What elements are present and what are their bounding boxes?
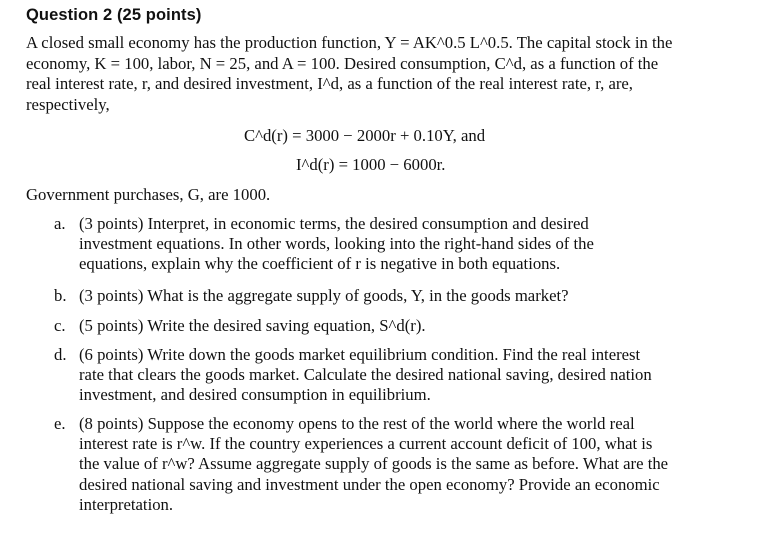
part-text <box>79 345 747 406</box>
intro-line: real interest rate, r, and desired investment, I^d, as a function of the real interest rate, r, are, <box>26 74 633 93</box>
part-letter: e. <box>54 414 66 433</box>
part-line: interpretation. <box>79 494 174 514</box>
part-line: interest rate is r^w. If the country experiences a current account deficit of 100, what is <box>79 434 653 454</box>
intro-line: economy, K = 100, labor, N = 25, and A = 100. Desired consumption, C^d, as a function of the <box>26 53 659 73</box>
part-line: equations, explain why the coefficient of r is negative in both equations. <box>79 254 561 274</box>
part-line: (5 points) Write the desired saving equation, S^d(r). <box>79 316 426 335</box>
part-line: (3 points) Interpret, in economic terms, the desired consumption and desired <box>79 214 589 233</box>
part-text <box>79 414 747 515</box>
part-letter: b. <box>54 286 67 305</box>
part-line: (6 points) Write down the goods market equilibrium condition. Find the real interest <box>79 345 641 364</box>
part-text <box>79 316 747 336</box>
government-purchases-statement: Government purchases, G, are 1000. <box>26 185 271 204</box>
part-line: (8 points) Suppose the economy opens to the rest of the world where the world real <box>79 414 635 433</box>
part-letter: d. <box>54 345 67 364</box>
question-intro <box>26 33 746 115</box>
question-heading: Question 2 (25 points) <box>26 6 202 24</box>
intro-line: respectively, <box>26 94 110 114</box>
part-line: the value of r^w? Assume aggregate supply of goods is the same as before. What are the <box>79 454 669 474</box>
part-line: rate that clears the goods market. Calculate the desired national saving, desired nation <box>79 365 652 385</box>
part-line: investment, and desired consumption in equilibrium. <box>79 385 431 405</box>
part-line: investment equations. In other words, looking into the right-hand sides of the <box>79 234 594 254</box>
consumption-equation: C^d(r) = 3000 − 2000r + 0.10Y, and <box>244 126 486 145</box>
part-text <box>79 286 747 306</box>
investment-equation: I^d(r) = 1000 − 6000r. <box>296 155 446 174</box>
part-line: desired national saving and investment under the open economy? Provide an economic <box>79 474 660 494</box>
part-text <box>79 214 747 275</box>
part-letter: c. <box>54 316 66 335</box>
part-letter: a. <box>54 214 66 233</box>
part-line: (3 points) What is the aggregate supply of goods, Y, in the goods market? <box>79 286 569 305</box>
intro-line: A closed small economy has the production function, Y = AK^0.5 L^0.5. The capital stock in the <box>26 33 673 52</box>
